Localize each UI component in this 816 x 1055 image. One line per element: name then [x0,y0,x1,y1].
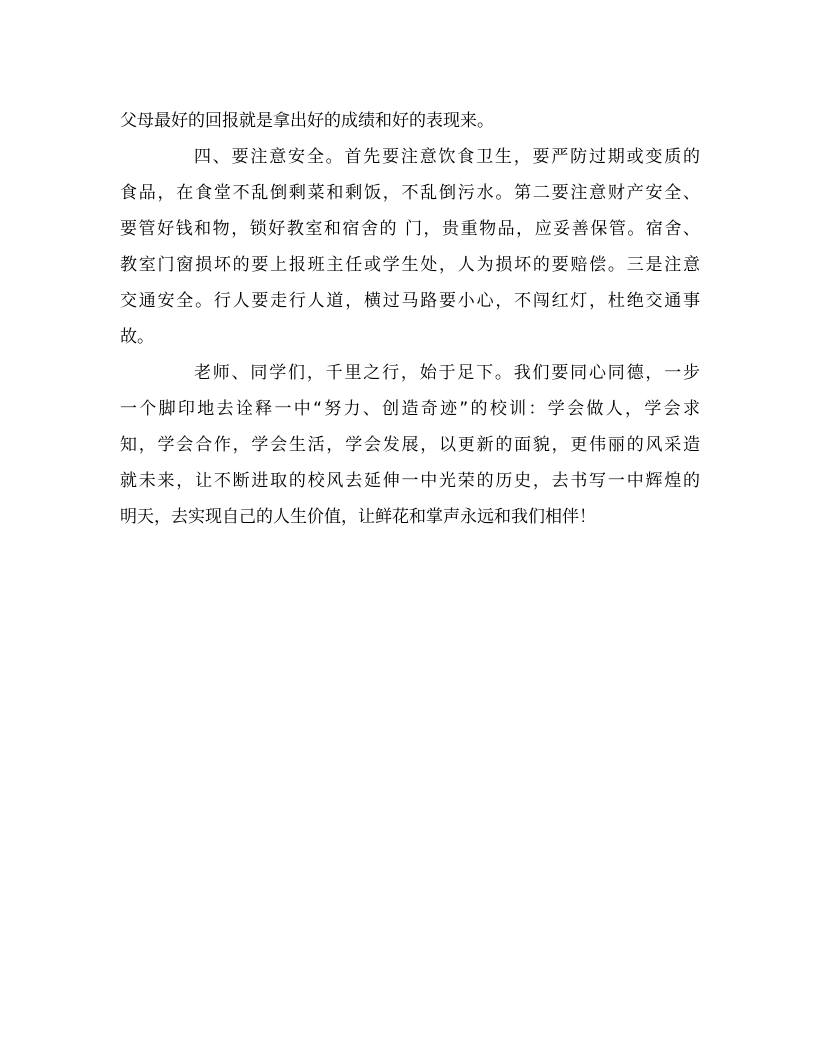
text-line: 就未来，让不断进取的校风去延伸一中光荣的历史，去书写一中辉煌的 [120,471,700,491]
text-line: 明天，去实现自己的人生价值，让鲜花和掌声永远和我们相伴！ [120,507,596,527]
text-line: 食品，在食堂不乱倒剩菜和剩饭，不乱倒污水。第二要注意财产安全、 [120,183,700,203]
text-line: 老师、同学们，千里之行，始于足下。我们要同心同德，一步 [194,363,700,383]
text-line: 四、要注意安全。首先要注意饮食卫生，要严防过期或变质的 [194,147,700,167]
text-line: 教室门窗损坏的要上报班主任或学生处，人为损坏的要赔偿。三是注意 [120,255,700,275]
paragraph-1 [120,103,700,139]
paragraph-3 [120,355,700,535]
document-body [120,103,700,535]
text-line: 故。 [120,327,154,347]
text-line: 交通安全。行人要走行人道，横过马路要小心，不闯红灯，杜绝交通事 [120,291,700,311]
paragraph-2 [120,139,700,355]
text-line: 一个脚印地去诠释一中“努力、创造奇迹”的校训：学会做人，学会求 [120,399,700,419]
text-line: 要管好钱和物，锁好教室和宿舍的 门，贵重物品，应妥善保管。宿舍、 [120,219,700,239]
text-line: 知，学会合作，学会生活，学会发展，以更新的面貌，更伟丽的风采造 [120,435,700,455]
text-line: 父母最好的回报就是拿出好的成绩和好的表现来。 [120,111,494,131]
